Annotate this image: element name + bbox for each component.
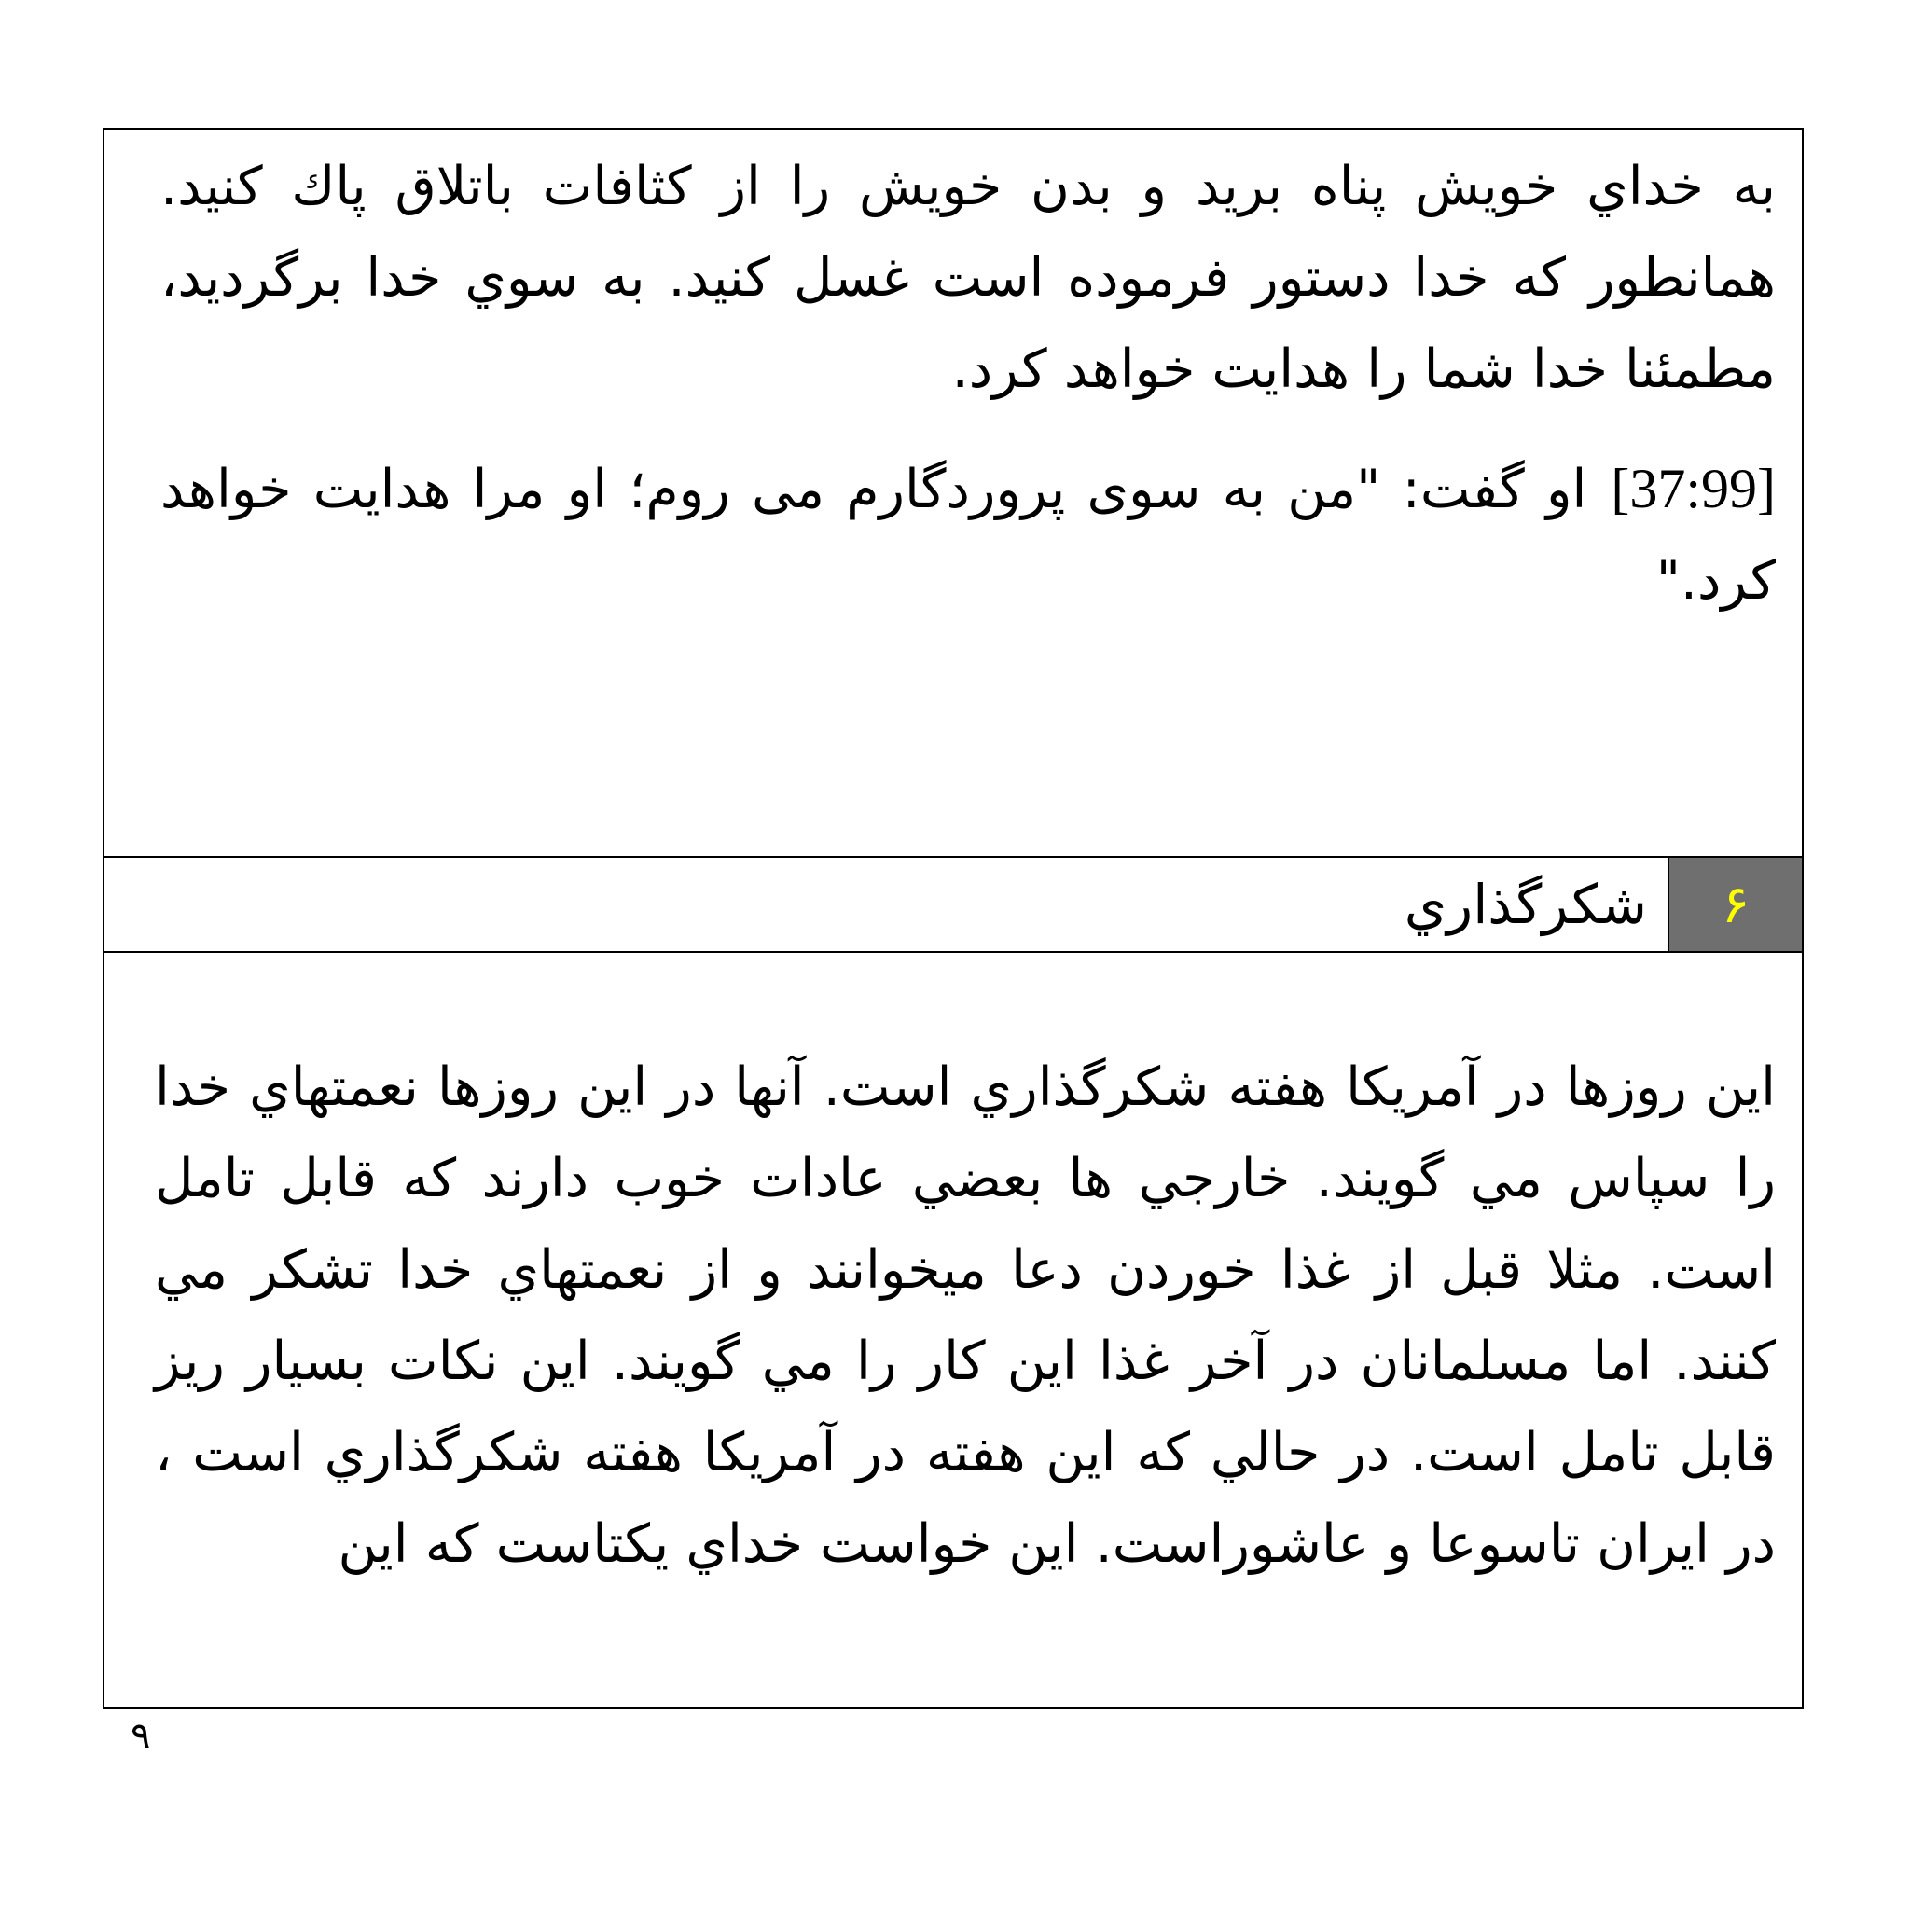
verse-paragraph xyxy=(160,443,1776,627)
bottom-text-block xyxy=(104,953,1802,1707)
paragraph-purification: به خداي خويش پناه بريد و بدن خويش را از كثافات باتلاق پاك كنيد. همانطور كه خدا دستور فرموده است غسل كنيد. به سوي خدا برگرديد، مطمئنا خدا شما را هدايت خواهد كرد. xyxy=(160,156,1776,400)
verse-reference: [37:99] xyxy=(1611,458,1776,519)
page-number: ۹ xyxy=(131,1715,151,1758)
verse-text: او گفت: "من به سوی پروردگارم می روم؛ او مرا هدایت خواهد کرد." xyxy=(160,459,1776,612)
section-header-row xyxy=(104,856,1802,953)
paragraph-thanksgiving: اين روزها در آمريكا هفته شكرگذاري است. آنها در اين روزها نعمتهاي خدا را سپاس مي گويند. خارجي ها بعضي عادات خوب دارند كه قابل تامل است. مثلا قبل از غذا خوردن دعا ميخوانند و از نعمتهاي خدا تشكر مي كنند. اما مسلمانان در آخر غذا اين كار را مي گويند. اين نكات بسيار ريز قابل تامل است. در حالي كه اين هفته در آمريكا هفته شكرگذاري است ، در ايران تاسوعا و عاشوراست. اين خواست خداي يكتاست كه اين xyxy=(155,1056,1776,1575)
section-number-badge: ۶ xyxy=(1668,858,1802,951)
page-frame xyxy=(103,128,1804,1709)
top-text-block xyxy=(104,130,1802,857)
section-title: شكرگذاري xyxy=(1404,873,1647,936)
